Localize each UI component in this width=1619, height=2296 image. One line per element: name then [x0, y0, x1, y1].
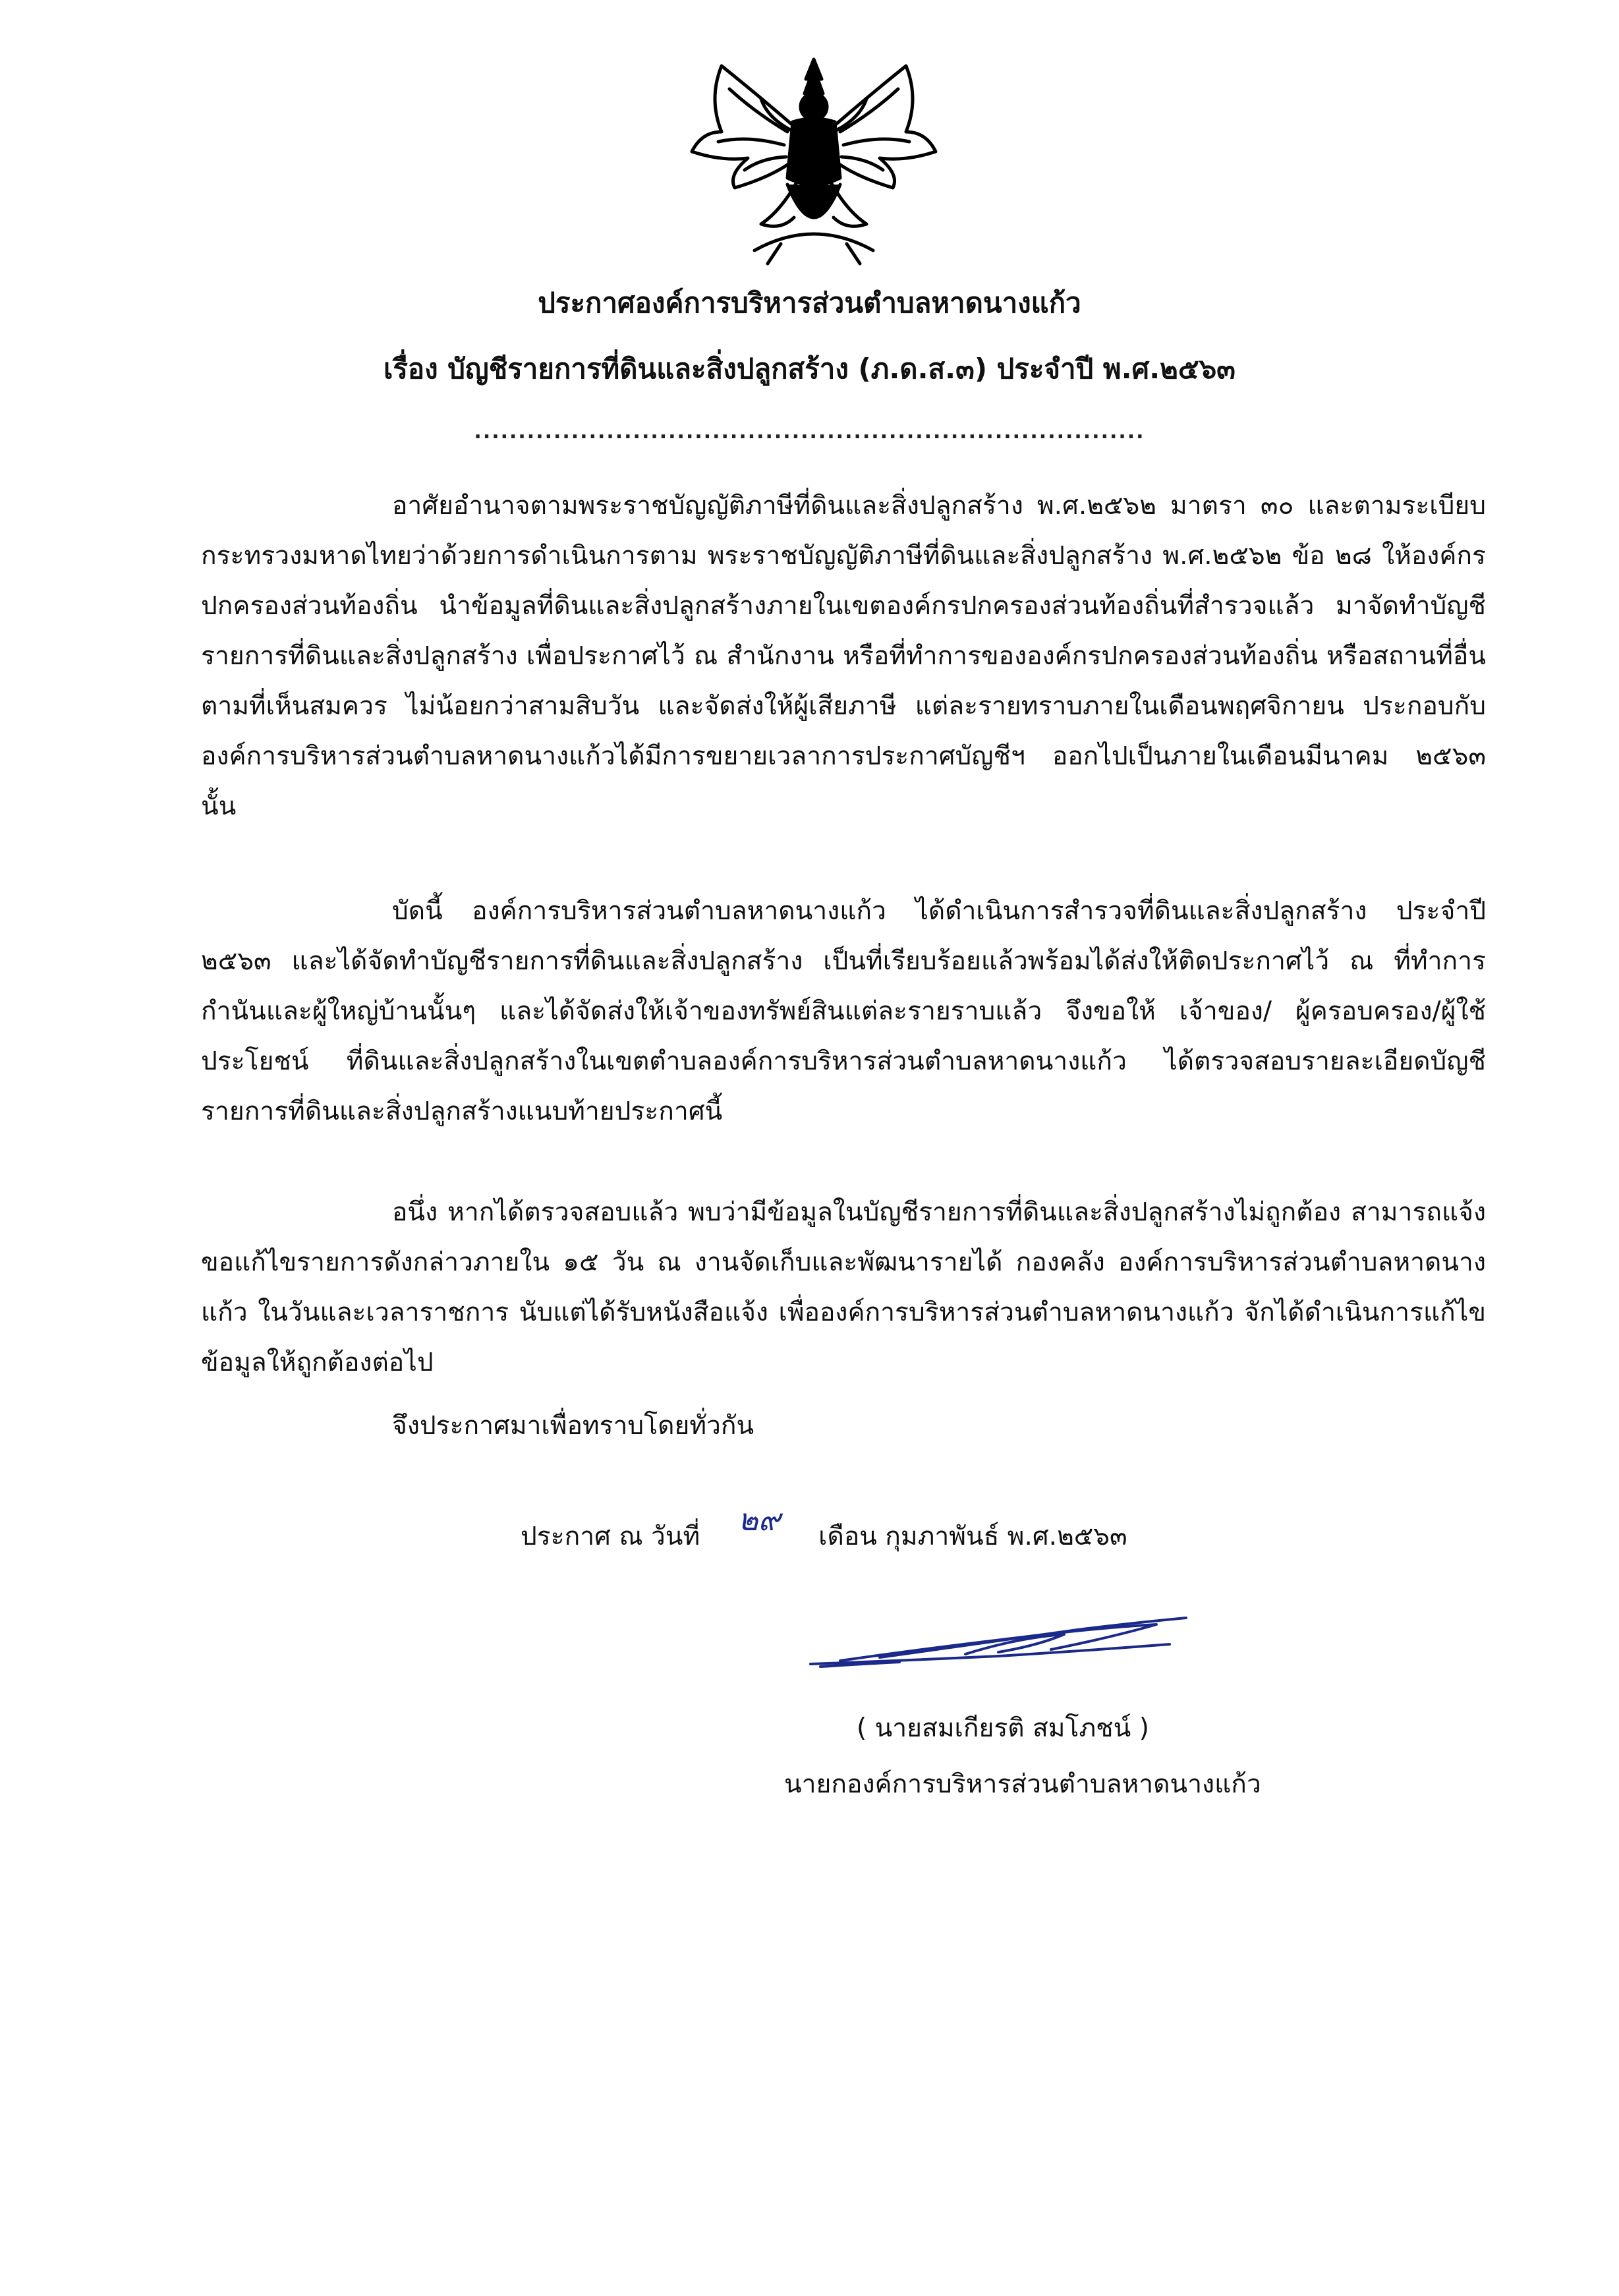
date-suffix: เดือน กุมภาพันธ์ พ.ศ.๒๕๖๓ — [818, 1522, 1127, 1551]
announcement-subject: เรื่อง บัญชีรายการที่ดินและสิ่งปลูกสร้าง (ภ.ด.ส.๓) ประจำปี พ.ศ.๒๕๖๓ — [383, 353, 1236, 385]
body-paragraph-3: อนึ่ง หากได้ตรวจสอบแล้ว พบว่ามีข้อมูลในบัญชีรายการที่ดินและสิ่งปลูกสร้างไม่ถูกต้อง สามารถแจ้งขอแก้ไขรายการดังกล่าวภายใน ๑๕ วัน ณ งานจัดเก็บและพัฒนารายได้ กองคลัง องค์การบริหารส่วนตำบลหาดนางแก้ว ในวันและเวลาราชการ นับแต่ได้รับหนังสือแจ้ง เพื่อองค์การบริหารส่วนตำบลหาดนางแก้ว จักได้ดำเนินการแก้ไขข้อมูลให้ถูกต้องต่อไป — [201, 1197, 1486, 1377]
body-paragraph-1: อาศัยอำนาจตามพระราชบัญญัติภาษีที่ดินและสิ่งปลูกสร้าง พ.ศ.๒๕๖๒ มาตรา ๓๐ และตามระเบียบกระทรวงมหาดไทยว่าด้วยการดำเนินการตาม พระราชบัญญัติภาษีที่ดินและสิ่งปลูกสร้าง พ.ศ.๒๕๖๒ ข้อ ๒๘ ให้องค์กรปกครองส่วนท้องถิ่น นำข้อมูลที่ดินและสิ่งปลูกสร้างภายในเขตองค์กรปกครองส่วนท้องถิ่นที่สำรวจแล้ว มาจัดทำบัญชีรายการที่ดินและสิ่งปลูกสร้าง เพื่อประกาศไว้ ณ สำนักงาน หรือที่ทำการขององค์กรปกครองส่วนท้องถิ่น หรือสถานที่อื่นตามที่เห็นสมควร ไม่น้อยกว่าสามสิบวัน และจัดส่งให้ผู้เสียภาษี แต่ละรายทราบภายในเดือนพฤศจิกายน ประกอบกับองค์การบริหารส่วนตำบลหาดนางแก้วได้มีการขยายเวลาการประกาศบัญชีฯ ออกไปเป็นภายในเดือนมีนาคม ๒๕๖๓ นั้น — [201, 491, 1486, 821]
handwritten-day: ๒๙ — [738, 1502, 781, 1537]
dotted-divider: ............................................................................ — [474, 420, 1145, 444]
date-prefix: ประกาศ ณ วันที่ — [521, 1522, 700, 1551]
signatory-name: ( นายสมเกียรติ สมโภชน์ ) — [857, 1713, 1149, 1743]
body-paragraph-2: บัดนี้ องค์การบริหารส่วนตำบลหาดนางแก้ว ได้ดำเนินการสำรวจที่ดินและสิ่งปลูกสร้าง ประจำปี ๒๕๖๓ และได้จัดทำบัญชีรายการที่ดินและสิ่งปลูกสร้าง เป็นที่เรียบร้อยแล้วพร้อมได้ส่งให้ติดประกาศไว้ ณ ที่ทำการกำนันและผู้ใหญ่บ้านนั้นๆ และได้จัดส่งให้เจ้าของทรัพย์สินแต่ละรายราบแล้ว จึงขอให้ เจ้าของ/ ผู้ครอบครอง/ผู้ใช้ประโยชน์ ที่ดินและสิ่งปลูกสร้างในเขตตำบลองค์การบริหารส่วนตำบลหาดนางแก้ว ได้ตรวจสอบรายละเอียดบัญชีรายการที่ดินและสิ่งปลูกสร้างแนบท้ายประกาศนี้ — [201, 896, 1486, 1126]
closing-statement: จึงประกาศมาเพื่อทราบโดยทั่วกัน — [392, 1411, 754, 1441]
announcement-title: ประกาศองค์การบริหารส่วนตำบลหาดนางแก้ว — [538, 287, 1081, 319]
handwritten-signature-icon — [801, 1598, 1196, 1690]
announcement-date — [521, 1502, 1127, 1562]
garuda-emblem-icon — [682, 53, 946, 277]
signatory-position: นายกองค์การบริหารส่วนตำบลหาดนางแก้ว — [784, 1769, 1261, 1799]
